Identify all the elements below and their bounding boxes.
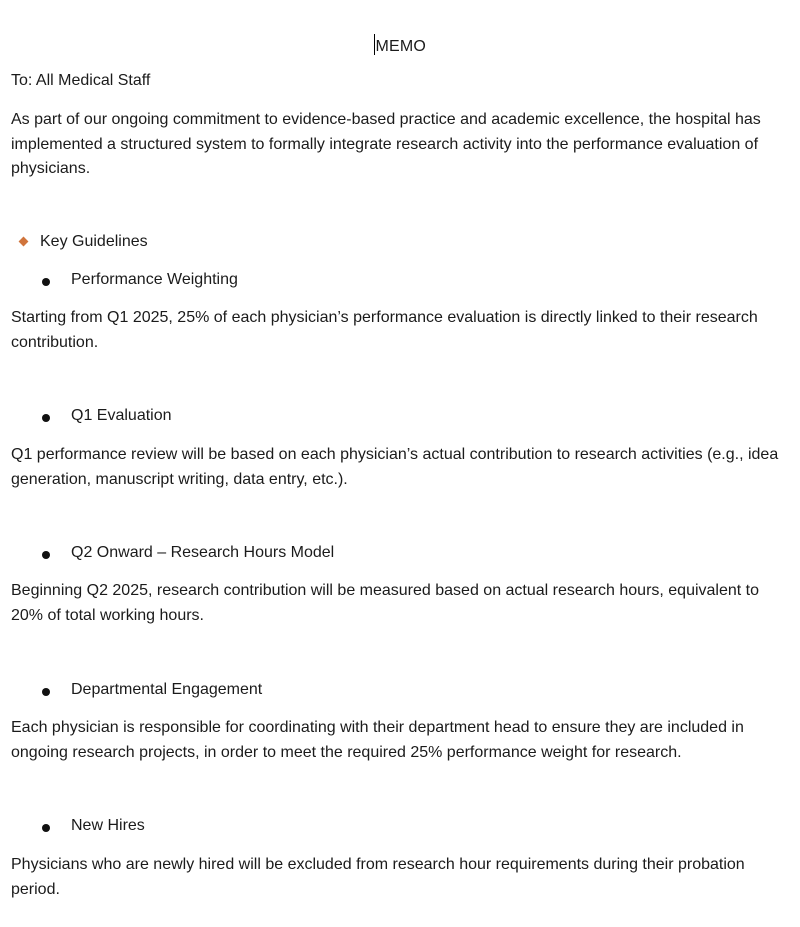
item-body-q2-onward: Beginning Q2 2025, research contribution will be measured based on actual research hours, equivalent to 20% of total working hours. [11, 582, 760, 624]
bullet-dot-icon [42, 414, 50, 422]
bullet-dot-icon [42, 551, 50, 559]
diamond-bullet-icon [19, 237, 29, 247]
item-body-departmental-engagement: Each physician is responsible for coordinating with their department head to ensure they are included in ongoing research projects, in order to meet the required 25% performance weight for research. [11, 719, 744, 761]
item-heading-performance-weighting: Performance Weighting [71, 271, 238, 288]
memo-title-text: MEMO [375, 38, 427, 55]
section-heading: Key Guidelines [40, 233, 148, 250]
memo-title [0, 34, 800, 56]
item-heading-departmental-engagement: Departmental Engagement [71, 681, 263, 698]
item-heading-q2-onward: Q2 Onward – Research Hours Model [71, 544, 335, 561]
item-body-q1-evaluation: Q1 performance review will be based on each physician’s actual contribution to research activities (e.g., idea generation, manuscript writing, data entry, etc.). [11, 446, 779, 488]
bullet-dot-icon [42, 824, 50, 832]
item-body-performance-weighting: Starting from Q1 2025, 25% of each physician’s performance evaluation is directly linked to their research contribution. [11, 309, 758, 351]
item-heading-q1-evaluation: Q1 Evaluation [71, 407, 172, 424]
recipient-line: To: All Medical Staff [11, 72, 151, 89]
bullet-dot-icon [42, 278, 50, 286]
intro-paragraph: As part of our ongoing commitment to evidence-based practice and academic excellence, the hospital has implemented a structured system to formally integrate research activity into the performance evaluation of physicians. [11, 111, 761, 177]
item-heading-new-hires: New Hires [71, 817, 145, 834]
bullet-dot-icon [42, 688, 50, 696]
item-body-new-hires: Physicians who are newly hired will be excluded from research hour requirements during their probation period. [11, 856, 745, 898]
